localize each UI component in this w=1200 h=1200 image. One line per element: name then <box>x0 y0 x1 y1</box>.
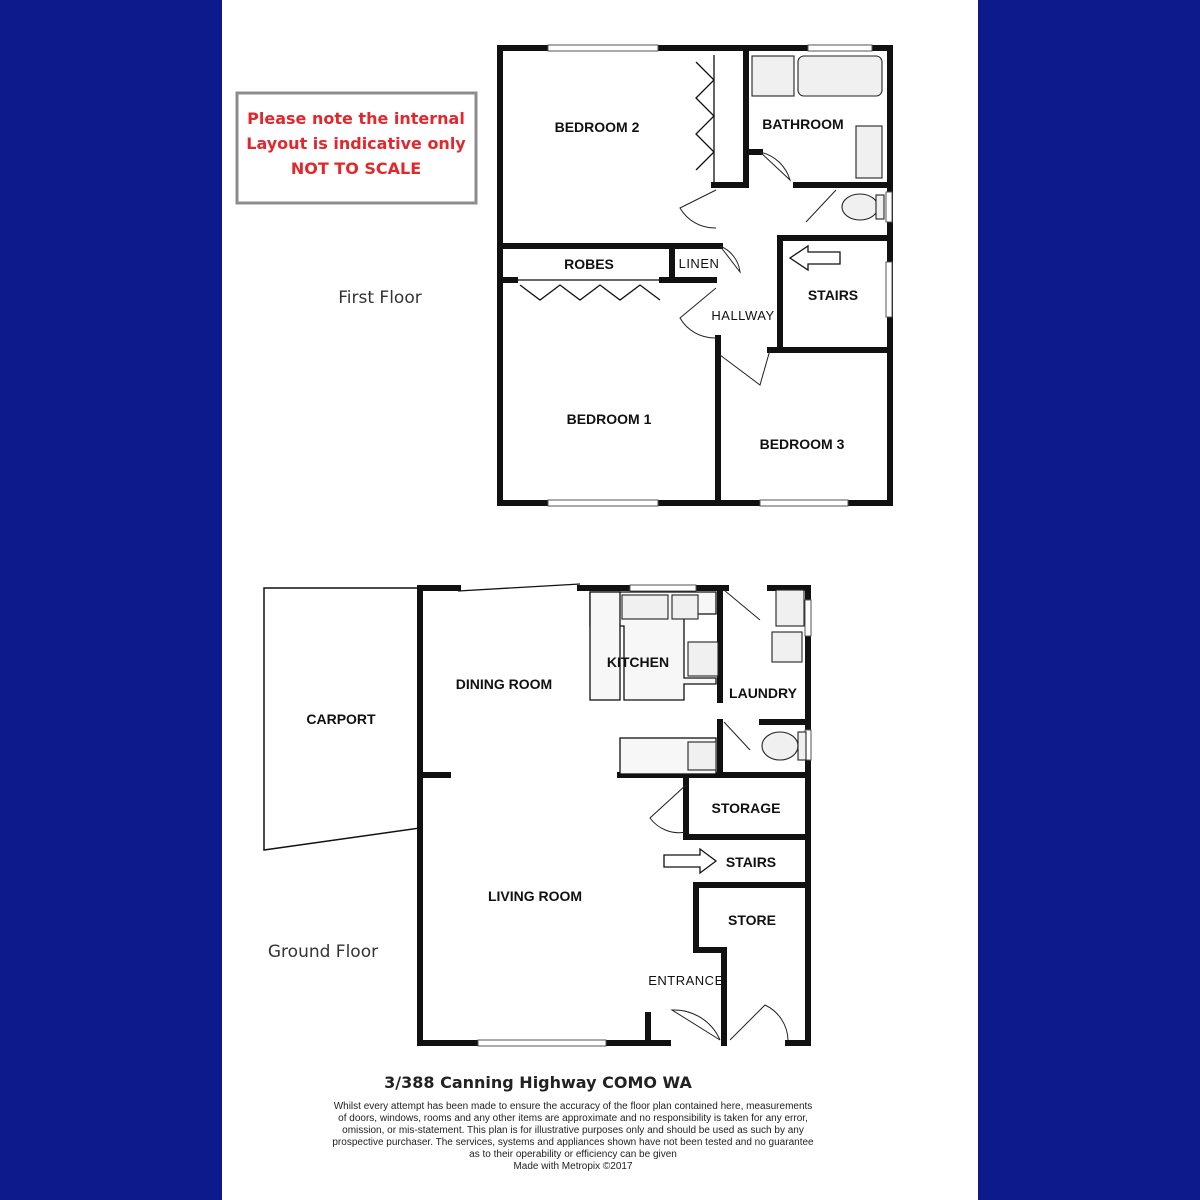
robes-doors <box>520 285 660 300</box>
room-label-kitchen: KITCHEN <box>606 654 670 670</box>
disclaimer-line: as to their operability or efficiency can be given <box>469 1149 677 1160</box>
room-label-linen: LINEN <box>678 256 720 271</box>
sink-fixture <box>622 595 668 619</box>
door-swing <box>724 590 760 620</box>
bathtub-fixture <box>798 56 882 96</box>
appliance-fixture <box>688 742 716 770</box>
door-swing <box>720 350 770 385</box>
window <box>886 262 892 317</box>
disclaimer <box>332 1101 814 1172</box>
door-swing <box>730 1005 788 1040</box>
room-label-robes: ROBES <box>564 256 614 272</box>
wardrobe-doors <box>696 62 714 170</box>
room-label-dining: DINING ROOM <box>455 676 553 692</box>
room-label-bedroom2: BEDROOM 2 <box>554 119 640 135</box>
washer-fixture <box>772 632 802 662</box>
first-floor-label: First Floor <box>338 288 422 308</box>
door-swing <box>720 246 740 272</box>
disclaimer-line: omission, or mis-statement. This plan is for illustrative purposes only and should be used as such by any <box>342 1125 804 1136</box>
room-label-bathroom: BATHROOM <box>762 116 844 132</box>
window <box>808 45 872 51</box>
door-swing <box>760 152 790 180</box>
window <box>548 500 658 506</box>
drainer-fixture <box>672 595 698 619</box>
kitchen-counter-side <box>590 592 620 700</box>
window <box>478 1040 606 1046</box>
disclaimer-line: Whilst every attempt has been made to ensure the accuracy of the floor plan contained here, measurements <box>333 1101 813 1112</box>
sliding-door <box>458 584 580 591</box>
room-label-living: LIVING ROOM <box>487 888 583 904</box>
toilet-fixture <box>842 194 878 220</box>
door-swing <box>672 1010 720 1040</box>
notice-line-2: Layout is indicative only <box>246 134 466 153</box>
window <box>760 500 848 506</box>
first-floor-plan <box>500 45 892 506</box>
notice-line-3: NOT TO SCALE <box>290 159 422 178</box>
wall <box>420 588 458 1043</box>
door-swing <box>724 722 750 750</box>
room-label-store: STORE <box>728 912 776 928</box>
shower-fixture <box>752 56 794 96</box>
window <box>886 192 892 222</box>
property-address: 3/388 Canning Highway COMO WA <box>384 1073 692 1092</box>
door-swing <box>650 785 686 833</box>
window <box>805 600 811 636</box>
room-label-storage: STORAGE <box>711 800 781 816</box>
door-swing <box>806 190 836 222</box>
ground-floor-plan <box>264 584 811 1046</box>
door-swing <box>680 190 716 228</box>
stairs-arrow-icon <box>790 246 840 270</box>
toilet-fixture <box>762 732 798 760</box>
toilet-cistern <box>798 732 806 760</box>
toilet-cistern <box>876 195 884 219</box>
laundry-tub-fixture <box>776 590 804 626</box>
cooktop-fixture <box>688 642 718 676</box>
room-label-bedroom1: BEDROOM 1 <box>566 411 652 427</box>
vanity-fixture <box>856 126 882 178</box>
room-label-carport: CARPORT <box>306 711 376 727</box>
room-label-laundry: LAUNDRY <box>729 685 797 701</box>
room-label-hallway: HALLWAY <box>711 308 775 323</box>
disclaimer-line: prospective purchaser. The services, systems and appliances shown have not been tested and no guarantee <box>332 1137 814 1148</box>
ground-floor-label: Ground Floor <box>267 942 379 962</box>
window <box>548 45 658 51</box>
window <box>630 585 696 591</box>
room-label-stairs-first: STAIRS <box>807 287 859 303</box>
room-label-stairs-ground: STAIRS <box>725 854 777 870</box>
notice-line-1: Please note the internal <box>247 109 465 128</box>
stairs-arrow-icon <box>664 849 716 873</box>
disclaimer-line: of doors, windows, rooms and any other items are approximate and no responsibility is taken for any error, <box>338 1113 808 1124</box>
room-label-entrance: ENTRANCE <box>648 973 724 988</box>
notice-box <box>237 93 476 203</box>
room-label-bedroom3: BEDROOM 3 <box>759 436 845 452</box>
disclaimer-line: Made with Metropix ©2017 <box>513 1161 633 1172</box>
